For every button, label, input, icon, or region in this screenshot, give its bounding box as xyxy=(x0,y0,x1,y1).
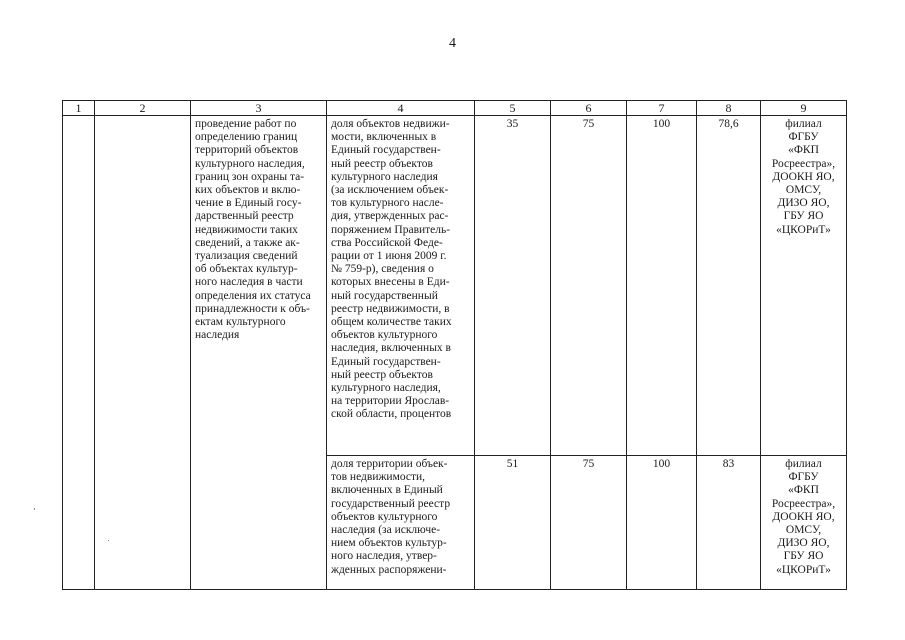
cell-value xyxy=(551,456,627,590)
responsible-text: филиал ФГБУ «ФКП Росреестра», ДООКН ЯО, ОМСУ, ДИЗО ЯО, ГБУ ЯО «ЦКОРиТ» xyxy=(771,458,836,576)
task-text: проведение работ по определению границ территорий объектов культурного наследия, границ зон охраны та- ких объектов и вклю- чение в Единый госу- дарственный реестр недвижимости таких сведений, а также ак- туализация сведений об объектах культур- ного наследия в части определения их статуса принадлежности к объ- ектам культурного наследия xyxy=(195,118,311,342)
cell-value xyxy=(627,456,697,590)
cell-task xyxy=(191,116,327,590)
responsible-text: филиал ФГБУ «ФКП Росреестра», ДООКН ЯО, ОМСУ, ДИЗО ЯО, ГБУ ЯО «ЦКОРиТ» xyxy=(771,118,836,236)
cell-col1 xyxy=(63,116,95,590)
column-header: 6 xyxy=(551,101,627,116)
column-header: 8 xyxy=(697,101,761,116)
value-col8: 83 xyxy=(722,458,735,470)
column-header: 1 xyxy=(63,101,95,116)
cell-value xyxy=(475,456,551,590)
cell-indicator xyxy=(327,116,475,456)
column-header: 7 xyxy=(627,101,697,116)
scan-speck xyxy=(34,508,35,510)
column-header: 9 xyxy=(761,101,847,116)
cell-value xyxy=(475,116,551,456)
value-col7: 100 xyxy=(652,118,671,130)
table-header-row xyxy=(63,101,847,116)
value-col8: 78,6 xyxy=(718,118,739,130)
column-header: 5 xyxy=(475,101,551,116)
cell-responsible xyxy=(761,116,847,456)
value-col6: 75 xyxy=(582,118,595,130)
cell-indicator xyxy=(327,456,475,590)
plan-table xyxy=(62,100,847,590)
column-header: 4 xyxy=(327,101,475,116)
cell-value xyxy=(627,116,697,456)
indicator-text: доля объектов недвижи- мости, включенных в Единый государствен- ный реестр объектов культурного наследия (за исключением объек- тов культурного насле- дия, утвержденных рас- поряжением Правитель- ства Российской Феде- рации от 1 июня 2009 г. № 759-р), сведения о которых внесены в Еди- ный государственный реестр недвижимости, в общем количестве таких объектов культурного наследия, включенных в Единый государствен- ный реестр объектов культурного наследия, на территории Ярослав- ской области, процентов xyxy=(331,118,452,421)
column-header: 3 xyxy=(191,101,327,116)
cell-col2 xyxy=(95,116,191,590)
value-col6: 75 xyxy=(582,458,595,470)
cell-value xyxy=(697,456,761,590)
column-header: 2 xyxy=(95,101,191,116)
value-col5: 35 xyxy=(506,118,519,130)
table-row xyxy=(63,116,847,456)
cell-responsible xyxy=(761,456,847,590)
cell-value xyxy=(697,116,761,456)
cell-value xyxy=(551,116,627,456)
page-number: 4 xyxy=(449,36,456,51)
value-col5: 51 xyxy=(506,458,519,470)
value-col7: 100 xyxy=(652,458,671,470)
scan-speck xyxy=(108,540,109,541)
indicator-text: доля территории объек- тов недвижимости, включенных в Единый государственный реестр объектов культурного наследия (за исключе- нием объектов культур- ного наследия, утвер- жденных распоряжени- xyxy=(331,458,451,576)
